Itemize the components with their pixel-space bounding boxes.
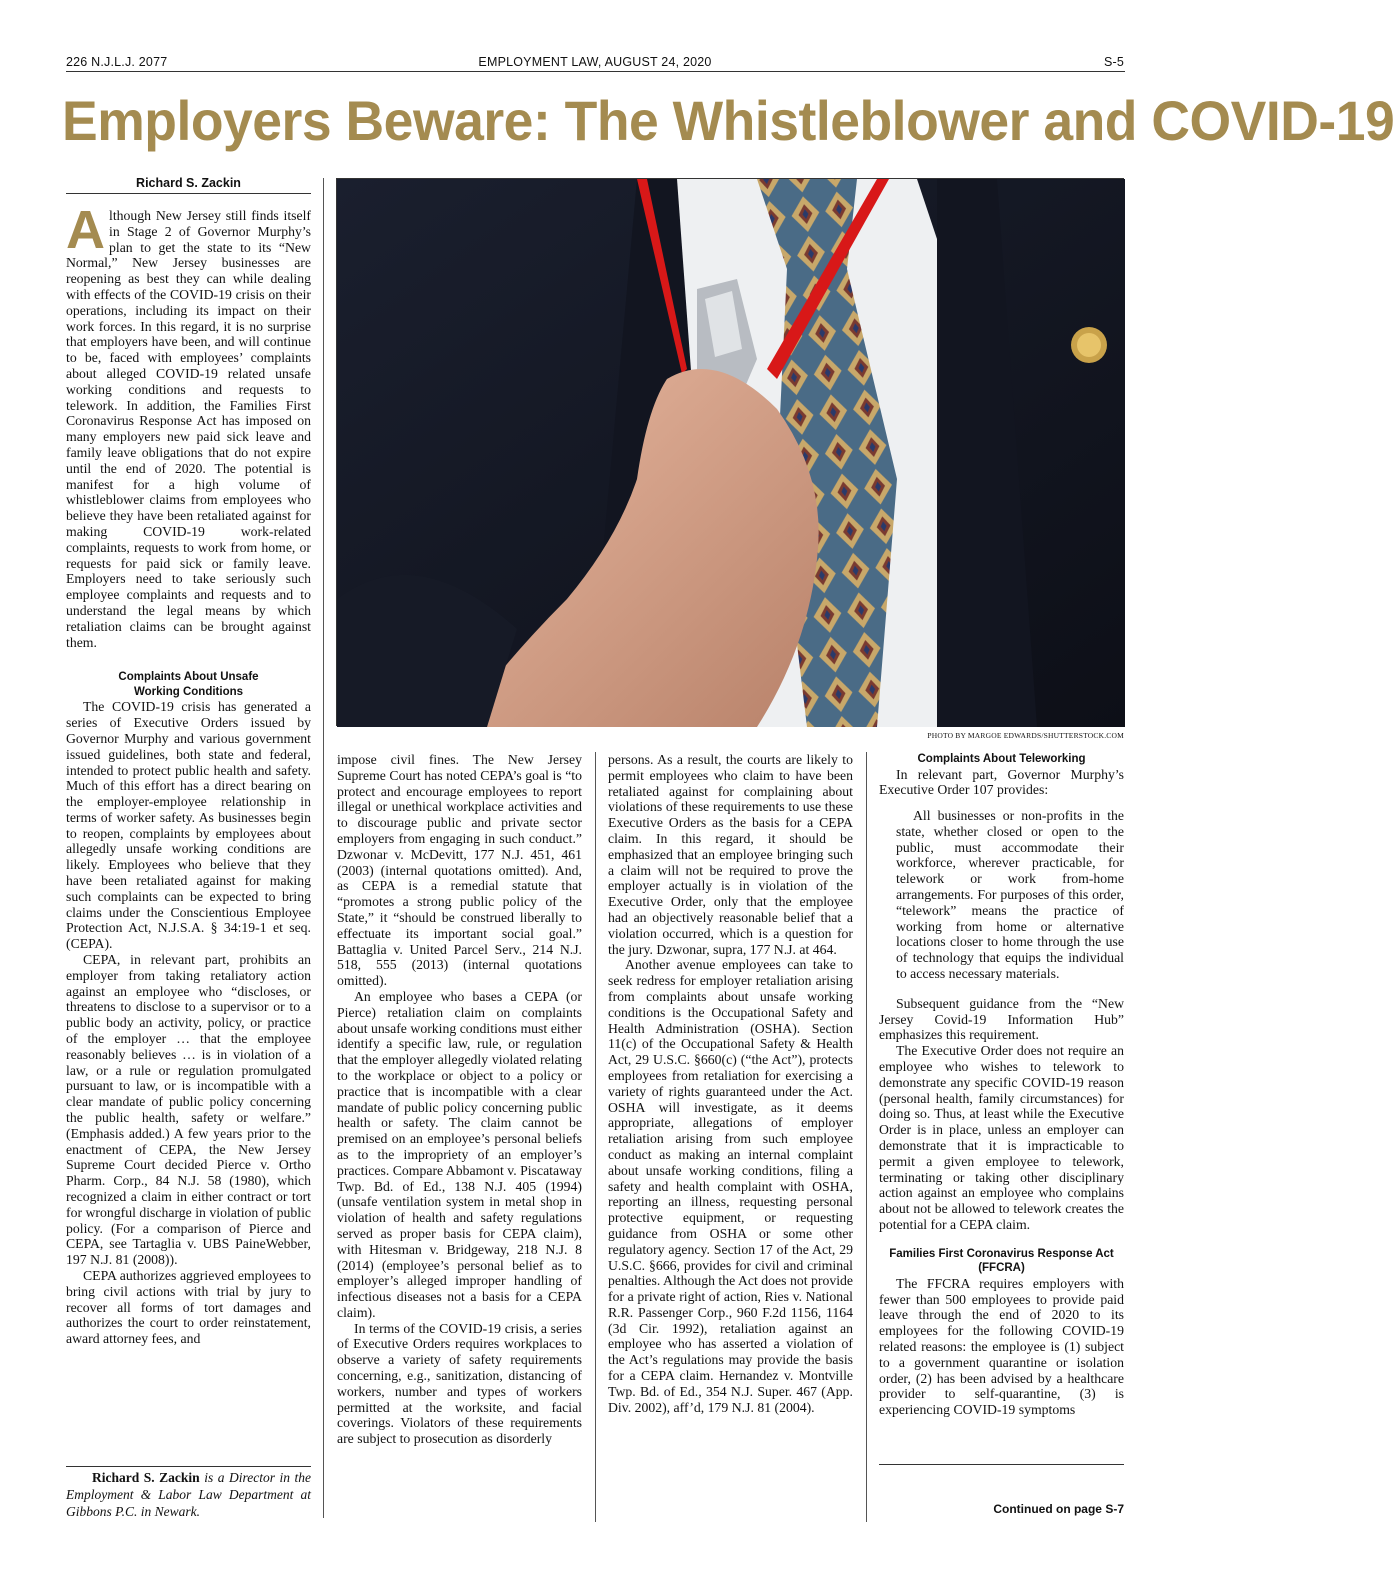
column-rule — [866, 752, 867, 1522]
section-heading-unsafe: Complaints About Unsafe Working Conditions — [118, 671, 259, 698]
author-bio: Richard S. Zackin is a Director in the Employment & Labor Law Department at Gibbons P.C. in Newark. — [66, 1470, 311, 1519]
paragraph: In terms of the COVID-19 crisis, a series of Executive Orders requires workplaces to observe a variety of safety requirements concerning, e.g., sanitization, distancing of workers, number and types of workers permitted at the worksite, and facial coverings. Violators of these requirements are subject to prosecution as disorderly — [337, 1320, 582, 1447]
header-right: S-5 — [1103, 55, 1124, 69]
drop-cap: A — [66, 200, 105, 260]
column-rule — [595, 752, 596, 1522]
column-rule — [323, 178, 324, 1518]
article-photo — [336, 178, 1124, 726]
paragraph: The Executive Order does not require an employee who wishes to telework to demonstrate any specific COVID-19 reason (personal health, family circumstances) for doing so. Thus, at least while the Executive Order is in place, unless an employer can demonstrate that it is impracticable to permit a given employee to telework, terminating or taking other disciplinary action against an employee who complains about not be allowed to telework creates the potential for a CEPA claim. — [879, 1043, 1124, 1233]
block-quote: All businesses or non-profits in the state, whether closed or open to the public, must accommodate their workforce, wherever practicable, for telework or work from-home arrangements. For purposes of this order, “telework” means the practice of working from home or alternative locations closer to home through the use of technology that equips the individual to access necessary materials. — [896, 808, 1124, 982]
paragraph: An employee who bases a CEPA (or Pierce) retaliation claim on complaints about unsafe working conditions must either identify a specific law, rule, or regulation that the employer allegedly violated relating to the workplace or object to a policy or practice that is incompatible with a clear mandate of public policy concerning public health or safety. The claim cannot be premised on an employee’s personal beliefs as to the impropriety of an employer’s practices. Compare Abbamont v. Piscataway Twp. Bd. of Ed., 138 N.J. 405 (1994) (unsafe ventilation system in metal shop in violation of health and safety regulations served as proper basis for CEPA claim), with Hitesman v. Bridgeway, 218 N.J. 8 (2014) (employee’s personal belief as to employer’s alleged improper handling of infectious diseases not a basis for a CEPA claim). — [337, 988, 583, 1320]
paragraph: Subsequent guidance from the “New Jersey Covid-19 Information Hub” emphasizes this requirement. — [879, 995, 1124, 1043]
continued-note: Continued on page S-7 — [993, 1502, 1124, 1516]
column-4 — [879, 752, 1124, 1462]
byline-rule — [66, 193, 311, 194]
column-1 — [66, 200, 311, 1458]
paragraph: In relevant part, Governor Murphy’s Executive Order 107 provides: — [879, 766, 1124, 798]
column-2 — [337, 752, 582, 1522]
continued-rule — [879, 1464, 1124, 1465]
paragraph: Another avenue employees can take to seek redress for employer retaliation arising from complaints about unsafe working conditions is the Occupational Safety and Health Administration (OSHA). Section 11(c) of the Occupational Safety & Health Act, 29 U.S.C. §660(c) (“the Act”), protects employees from retaliation for exercising a variety of rights guaranteed under the Act. OSHA will investigate, as it deems appropriate, allegations of employer retaliation arising from such employee conduct as making an internal complaint about unsafe working conditions, filing a safety and health complaint with OSHA, reporting an illness, requesting personal protective equipment, or requesting guidance from OSHA or some other regulatory agency. Section 17 of the Act, 29 U.S.C. §666, provides for civil and criminal penalties. Although the Act does not provide for a private right of action, Ries v. National R.R. Passenger Corp., 960 F.2d 1156, 1164 (3d Cir. 1992), retaliation against an employee who has asserted a violation of the Act’s regulations may provide the basis for a CEPA claim. Hernandez v. Montville Twp. Bd. of Ed., 354 N.J. Super. 467 (App. Div. 2002), aff’d, 179 N.J. 81 (2004). — [608, 957, 853, 1415]
byline: Richard S. Zackin — [136, 176, 241, 190]
column-3 — [608, 752, 853, 1522]
bio-rule — [66, 1466, 311, 1467]
paragraph: impose civil fines. The New Jersey Supreme Court has noted CEPA’s goal is “to protect and encourage employees to report illegal or unethical workplace activities and to discourage public and private sector employers from engaging in such conduct.” Dzwonar v. McDevitt, 177 N.J. 451, 461 (2003) (internal quotations omitted). And, as CEPA is a remedial statute that “promotes a strong public policy of the State,” it “should be construed liberally to effectuate its important social goal.” Battaglia v. United Parcel Serv., 214 N.J. 518, 555 (2013) (internal quotations omitted). — [337, 752, 582, 989]
paragraph: CEPA authorizes aggrieved employees to bring civil actions with trial by jury to recover all forms of tort damages and authorizes the court to order reinstatement, award attorney fees, and — [66, 1268, 311, 1347]
paragraph: persons. As a result, the courts are likely to permit employees who claim to have been retaliated against for complaining about violations of these requirements to use these Executive Orders as the basis for a CEPA claim. In this regard, it should be emphasized that an employee bringing such a claim will not be required to prove the employer actually is in violation of the Executive Order, only that the employee had an objectively reasonable belief that a violation occurred, which is a question for the jury. Dzwonar, supra, 177 N.J. at 464. — [608, 752, 853, 957]
section-heading-ffcra: Families First Coronavirus Response Act (FFCRA) — [889, 1247, 1114, 1275]
paragraph: CEPA, in relevant part, prohibits an employer from taking retaliatory action against an employee who “discloses, or threatens to disclose to a supervisor or to a public body an activity, policy, or practice of the employer … that the employee reasonably believes … is in violation of a law, or a rule or regulation promulgated pursuant to law, or is incompatible with a clear mandate of public policy concerning the public health, safety or welfare.” (Emphasis added.) A few years prior to the enactment of CEPA, the New Jersey Supreme Court decided Pierce v. Ortho Pharm. Corp., 84 N.J. 58 (1980), which recognized a claim in either contract or tort for wrongful discharge in violation of public policy. (For a comparison of Pierce and CEPA, see Tartaglia v. UBS PaineWebber, 197 N.J. 81 (2008)). — [66, 952, 311, 1268]
photo-credit: PHOTO BY MARGOE EDWARDS/SHUTTERSTOCK.COM — [927, 731, 1124, 740]
header-left: 226 N.J.L.J. 2077 — [66, 55, 168, 69]
bio-name: Richard S. Zackin — [92, 1470, 200, 1485]
section-heading-telework: Complaints About Teleworking — [917, 753, 1086, 765]
header-rule — [66, 71, 1125, 72]
paragraph: The FFCRA requires employers with fewer than 500 employees to provide paid leave through the end of 2020 to its employees for the following COVID-19 related reasons: the employee is (1) subject to a government quarantine or isolation order, (2) has been advised by a healthcare provider to self-quarantine, (3) is experiencing COVID-19 symptoms — [879, 1275, 1124, 1418]
whistle-photo-illustration — [337, 179, 1125, 727]
header-center: EMPLOYMENT LAW, AUGUST 24, 2020 — [478, 55, 712, 69]
article-title: Employers Beware: The Whistleblower and COVID-19 — [62, 89, 1394, 152]
paragraph: The COVID-19 crisis has generated a series of Executive Orders issued by Governor Murphy and various government issued guidelines, both state and federal, intended to protect public health and safety. Much of this effort has a direct bearing on the employer-employee relationship in terms of worker safety. As businesses begin to reopen, complaints by employees about allegedly unsafe working conditions are likely. Employees who believe that they have been retaliated against for making such complaints can be expected to bring claims under the Conscientious Employee Protection Act, N.J.S.A. § 34:19-1 et seq. (CEPA). — [66, 699, 311, 952]
intro-paragraph: Although New Jersey still finds itself in Stage 2 of Governor Murphy’s plan to get the state to its “New Normal,” New Jersey businesses are reopening as best they can while dealing with effects of the COVID-19 crisis on their operations, including its impact on their work forces. In this regard, it is no surprise that employers have been, and will continue to be, faced with employees’ complaints about alleged COVID-19 related unsafe working conditions and requests to telework. In addition, the Families First Coronavirus Response Act has imposed on many employers new paid sick leave and family leave obligations that do not expire until the end of 2020. The potential is manifest for a high volume of whistleblower claims from employees who believe they have been retaliated against for making COVID-19 work-related complaints, requests to work from home, or requests for paid sick or family leave. Employers need to take seriously such employee complaints and requests and to understand the legal means by which retaliation claims can be brought against them. — [66, 200, 311, 650]
